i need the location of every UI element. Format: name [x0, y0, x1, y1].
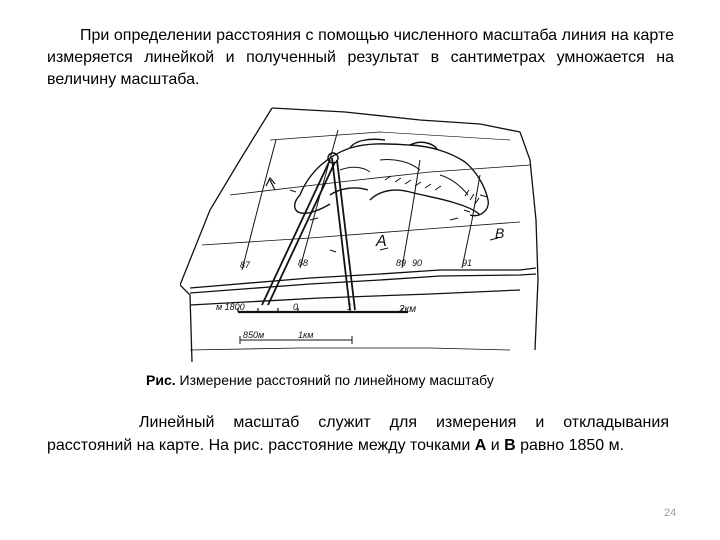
point-b-ref: В: [504, 437, 516, 454]
point-a-ref: А: [474, 437, 487, 454]
scale-label-850m: 850м: [243, 330, 265, 340]
map-number-90: 90: [412, 258, 423, 268]
hand-drawing: [266, 139, 488, 215]
caption-text: Измерение расстояний по линейному масштабу: [175, 372, 494, 388]
map-number-88: 88: [298, 258, 309, 268]
scale-label-zero: 0: [293, 302, 299, 312]
scale-label-2km: 2км: [399, 304, 417, 315]
second-paragraph: [47, 411, 669, 457]
figure-caption: [146, 371, 494, 389]
scale-measurement-illustration: [180, 100, 540, 362]
map-number-89: 89: [396, 258, 407, 268]
second-paragraph-part2: и: [486, 437, 505, 454]
second-paragraph-part3: равно 1850 м.: [515, 437, 625, 454]
page-number: 24: [664, 507, 677, 519]
caption-prefix: Рис.: [146, 372, 176, 388]
map-number-91: 91: [462, 258, 473, 268]
dividers: [262, 153, 355, 310]
point-b-label: B: [495, 225, 505, 241]
scale-label-m1800: м 1800: [216, 302, 245, 312]
scale-label-one: 1: [347, 302, 353, 312]
scale-label-1km: 1км: [298, 330, 314, 340]
point-a-label: A: [376, 233, 387, 250]
intro-paragraph: При определении расстояния с помощью численного масштаба линия на карте измеряется линейкой и полученный результат в сантиметрах умножается на величину масштаба.: [47, 27, 674, 88]
second-paragraph-part1: Линейный масштаб служит для измерения и откладывания расстояний на карте. На рис. расстояние между точками: [47, 414, 669, 454]
map-number-87: 87: [240, 260, 251, 270]
